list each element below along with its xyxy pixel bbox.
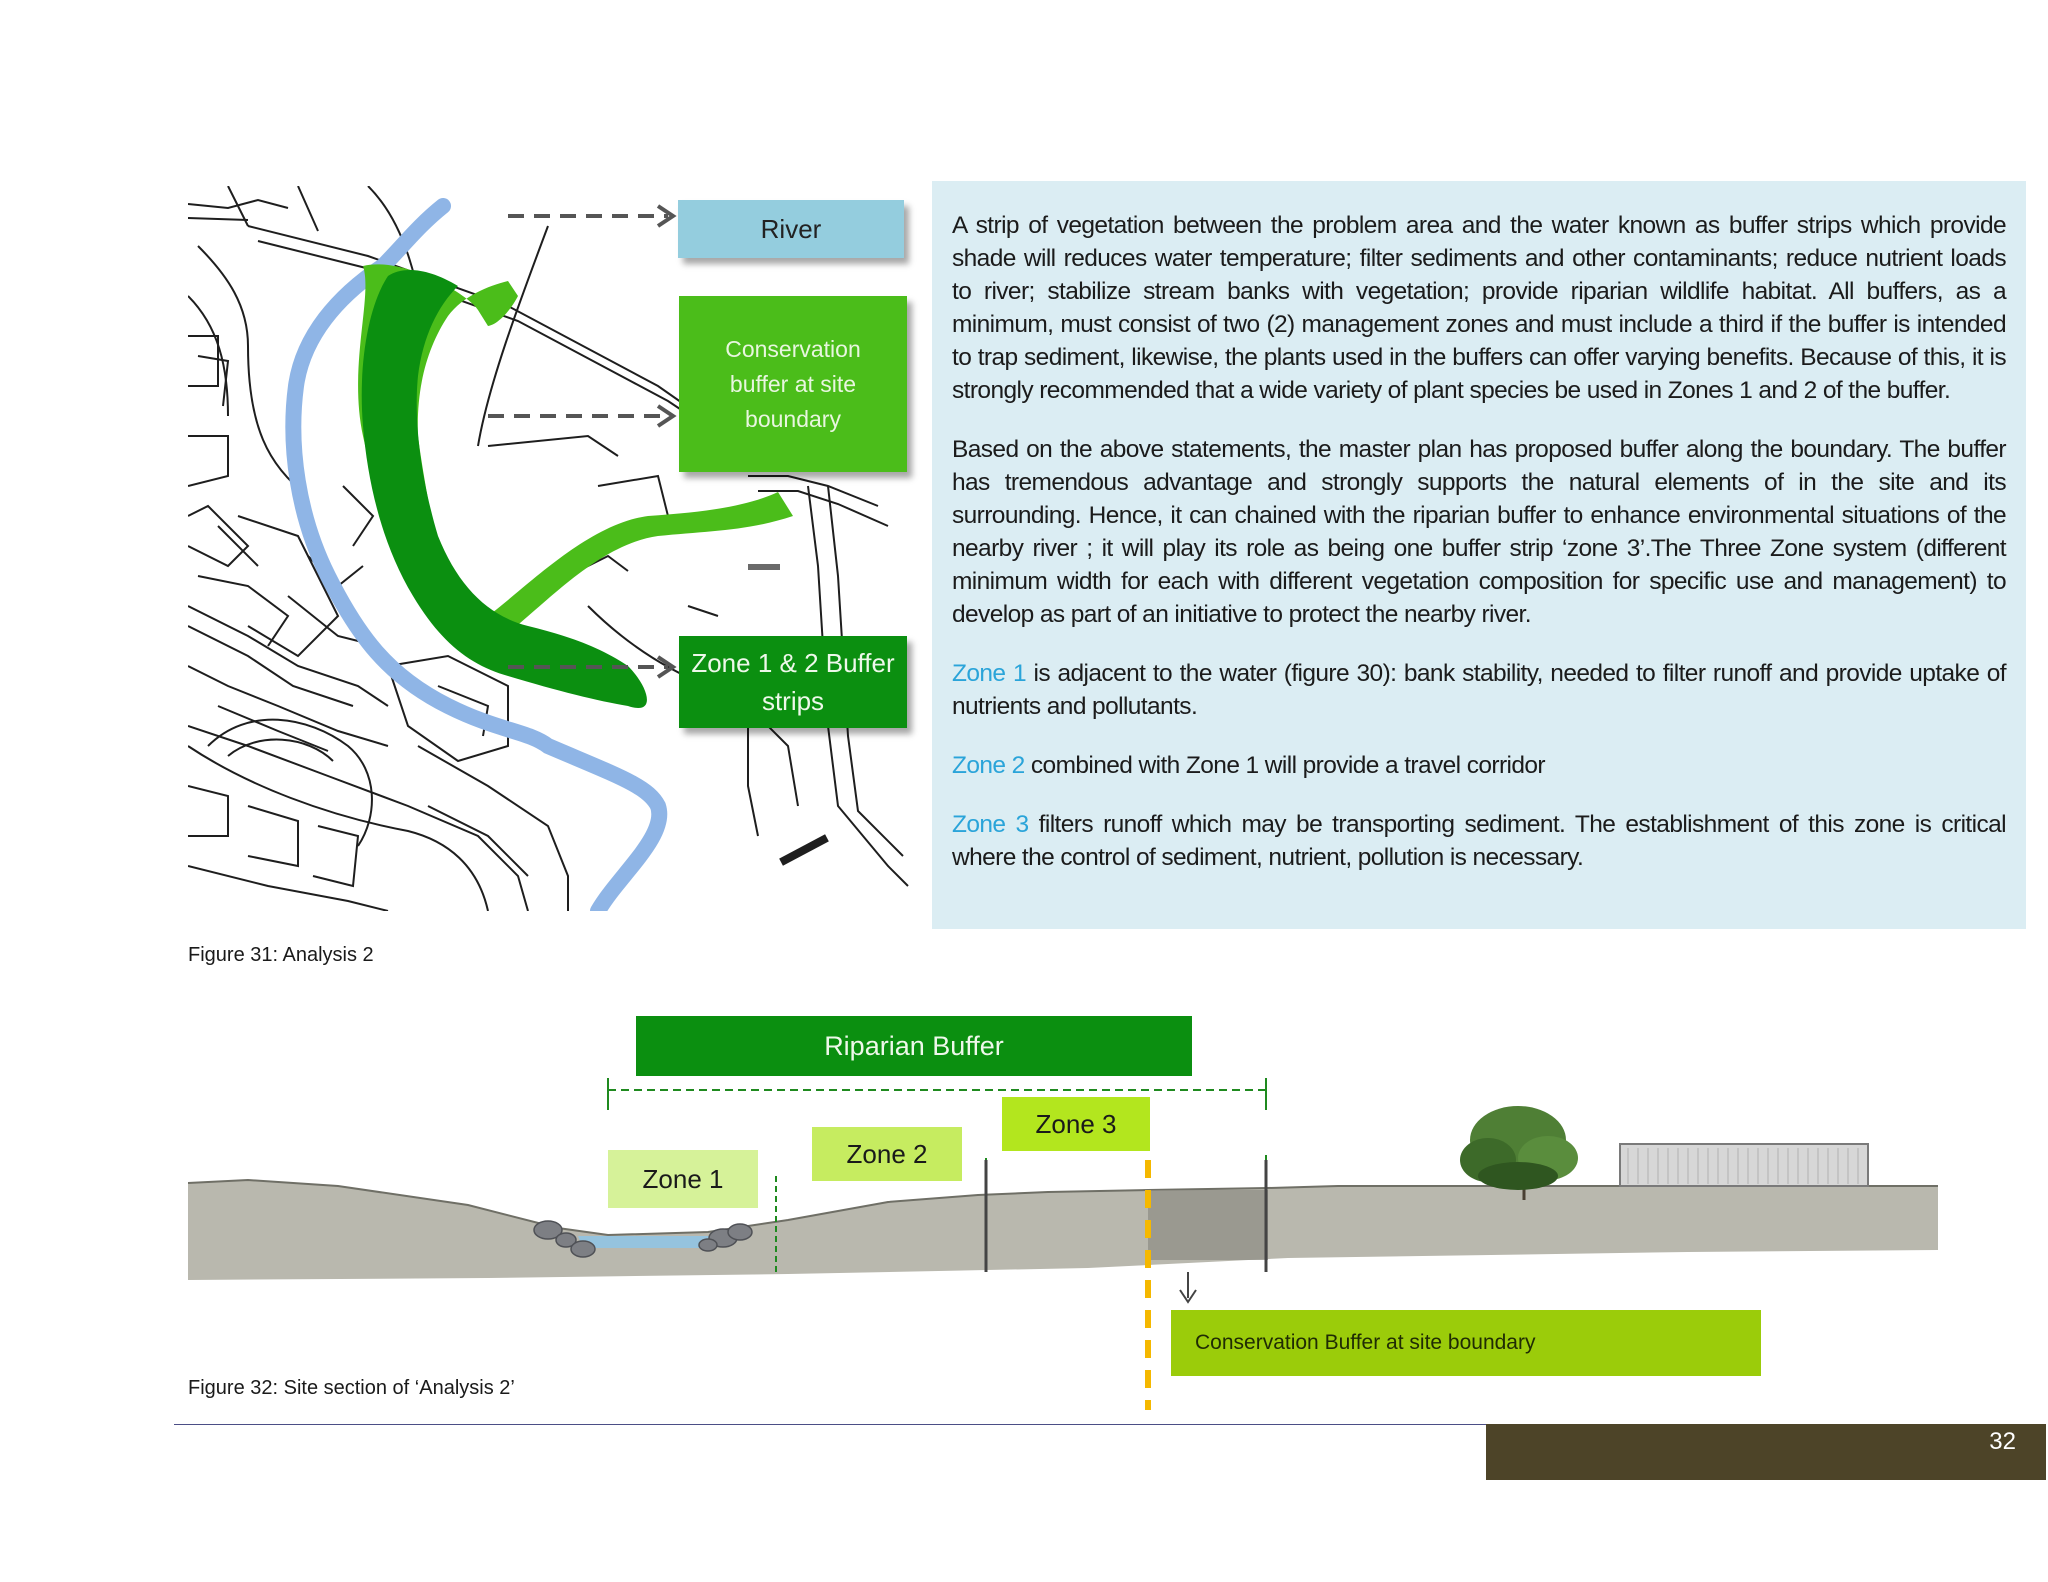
- figure32-caption: Figure 32: Site section of ‘Analysis 2’: [188, 1377, 515, 1399]
- explanation-panel: [932, 181, 2026, 929]
- zone12-buffer-area: [362, 270, 647, 708]
- zone3-description: filters runoff which may be transporting sediment. The establishment of this zone is critical where the control of sediment, nutrient, pollution is necessary.: [952, 811, 2006, 871]
- map-linework: [188, 186, 908, 911]
- zone1-term: Zone 1: [952, 660, 1026, 687]
- site-plan-map: [188, 186, 910, 911]
- paragraph-zone2: [952, 749, 2006, 782]
- zone3-term: Zone 3: [952, 811, 1029, 838]
- zone1-description: is adjacent to the water (figure 30): bank stability, needed to filter runoff and provide uptake of nutrients and pollutants.: [952, 660, 2006, 720]
- zone2-label: Zone 2: [812, 1127, 962, 1181]
- river-label: River: [678, 200, 904, 258]
- map-scale-bar: [779, 834, 829, 865]
- riparian-buffer-label: Riparian Buffer: [636, 1016, 1192, 1076]
- paragraph-zone3: [952, 808, 2006, 874]
- zone3-label: Zone 3: [1002, 1097, 1150, 1151]
- page-number: 32: [1989, 1428, 2016, 1455]
- figure31-caption: Figure 31: Analysis 2: [188, 944, 374, 966]
- conservation-buffer-label: Conservation buffer at site boundary: [679, 296, 907, 472]
- conservation-boundary-label: Conservation Buffer at site boundary: [1171, 1310, 1761, 1376]
- zone2-description: combined with Zone 1 will provide a travel corridor: [1024, 752, 1545, 779]
- ground-section: [188, 1180, 1938, 1280]
- analysis-map-figure: [188, 186, 910, 911]
- riparian-bracket: [608, 1078, 1266, 1110]
- map-building-label: [748, 564, 780, 570]
- zone2-term: Zone 2: [952, 752, 1025, 779]
- building: [1620, 1144, 1868, 1186]
- boundary-arrow: [1180, 1272, 1196, 1302]
- zone1-label: Zone 1: [608, 1150, 758, 1208]
- zone3-soil: [1148, 1190, 1268, 1260]
- map-arrowheads: [658, 206, 673, 677]
- zone12-buffer-label: Zone 1 & 2 Buffer strips: [679, 636, 907, 728]
- water: [578, 1236, 718, 1248]
- paragraph-buffer-strips: A strip of vegetation between the problem area and the water known as buffer strips which provide shade will reduces water temperature; filter sediments and other contaminants; reduce nutrient loads to river; stabilize stream banks with vegetation; provide riparian wildlife habitat. All buffers, as a minimum, must consist of two (2) management zones and must include a third if the buffer is intended to trap sediment, likewise, the plants used in the buffers can offer varying benefits. Because of this, it is strongly recommended that a wide variety of plant species be used in Zones 1 and 2 of the buffer.: [952, 212, 2006, 404]
- paragraph-zone1: [952, 657, 2006, 723]
- footer-divider: [174, 1424, 1486, 1425]
- site-section-figure: [188, 1010, 1938, 1410]
- paragraph-master-plan: Based on the above statements, the master plan has proposed buffer along the boundary. The buffer has tremendous advantage and strongly supports the natural elements of in the site and its surrounding. Hence, it can chained with the riparian buffer to enhance environmental situations of the nearby river ; it will play its role as being one buffer strip ‘zone 3’.The Three Zone system (different minimum width for each with different vegetation composition for specific use and management) to develop as part of an initiative to protect the nearby river.: [952, 436, 2006, 628]
